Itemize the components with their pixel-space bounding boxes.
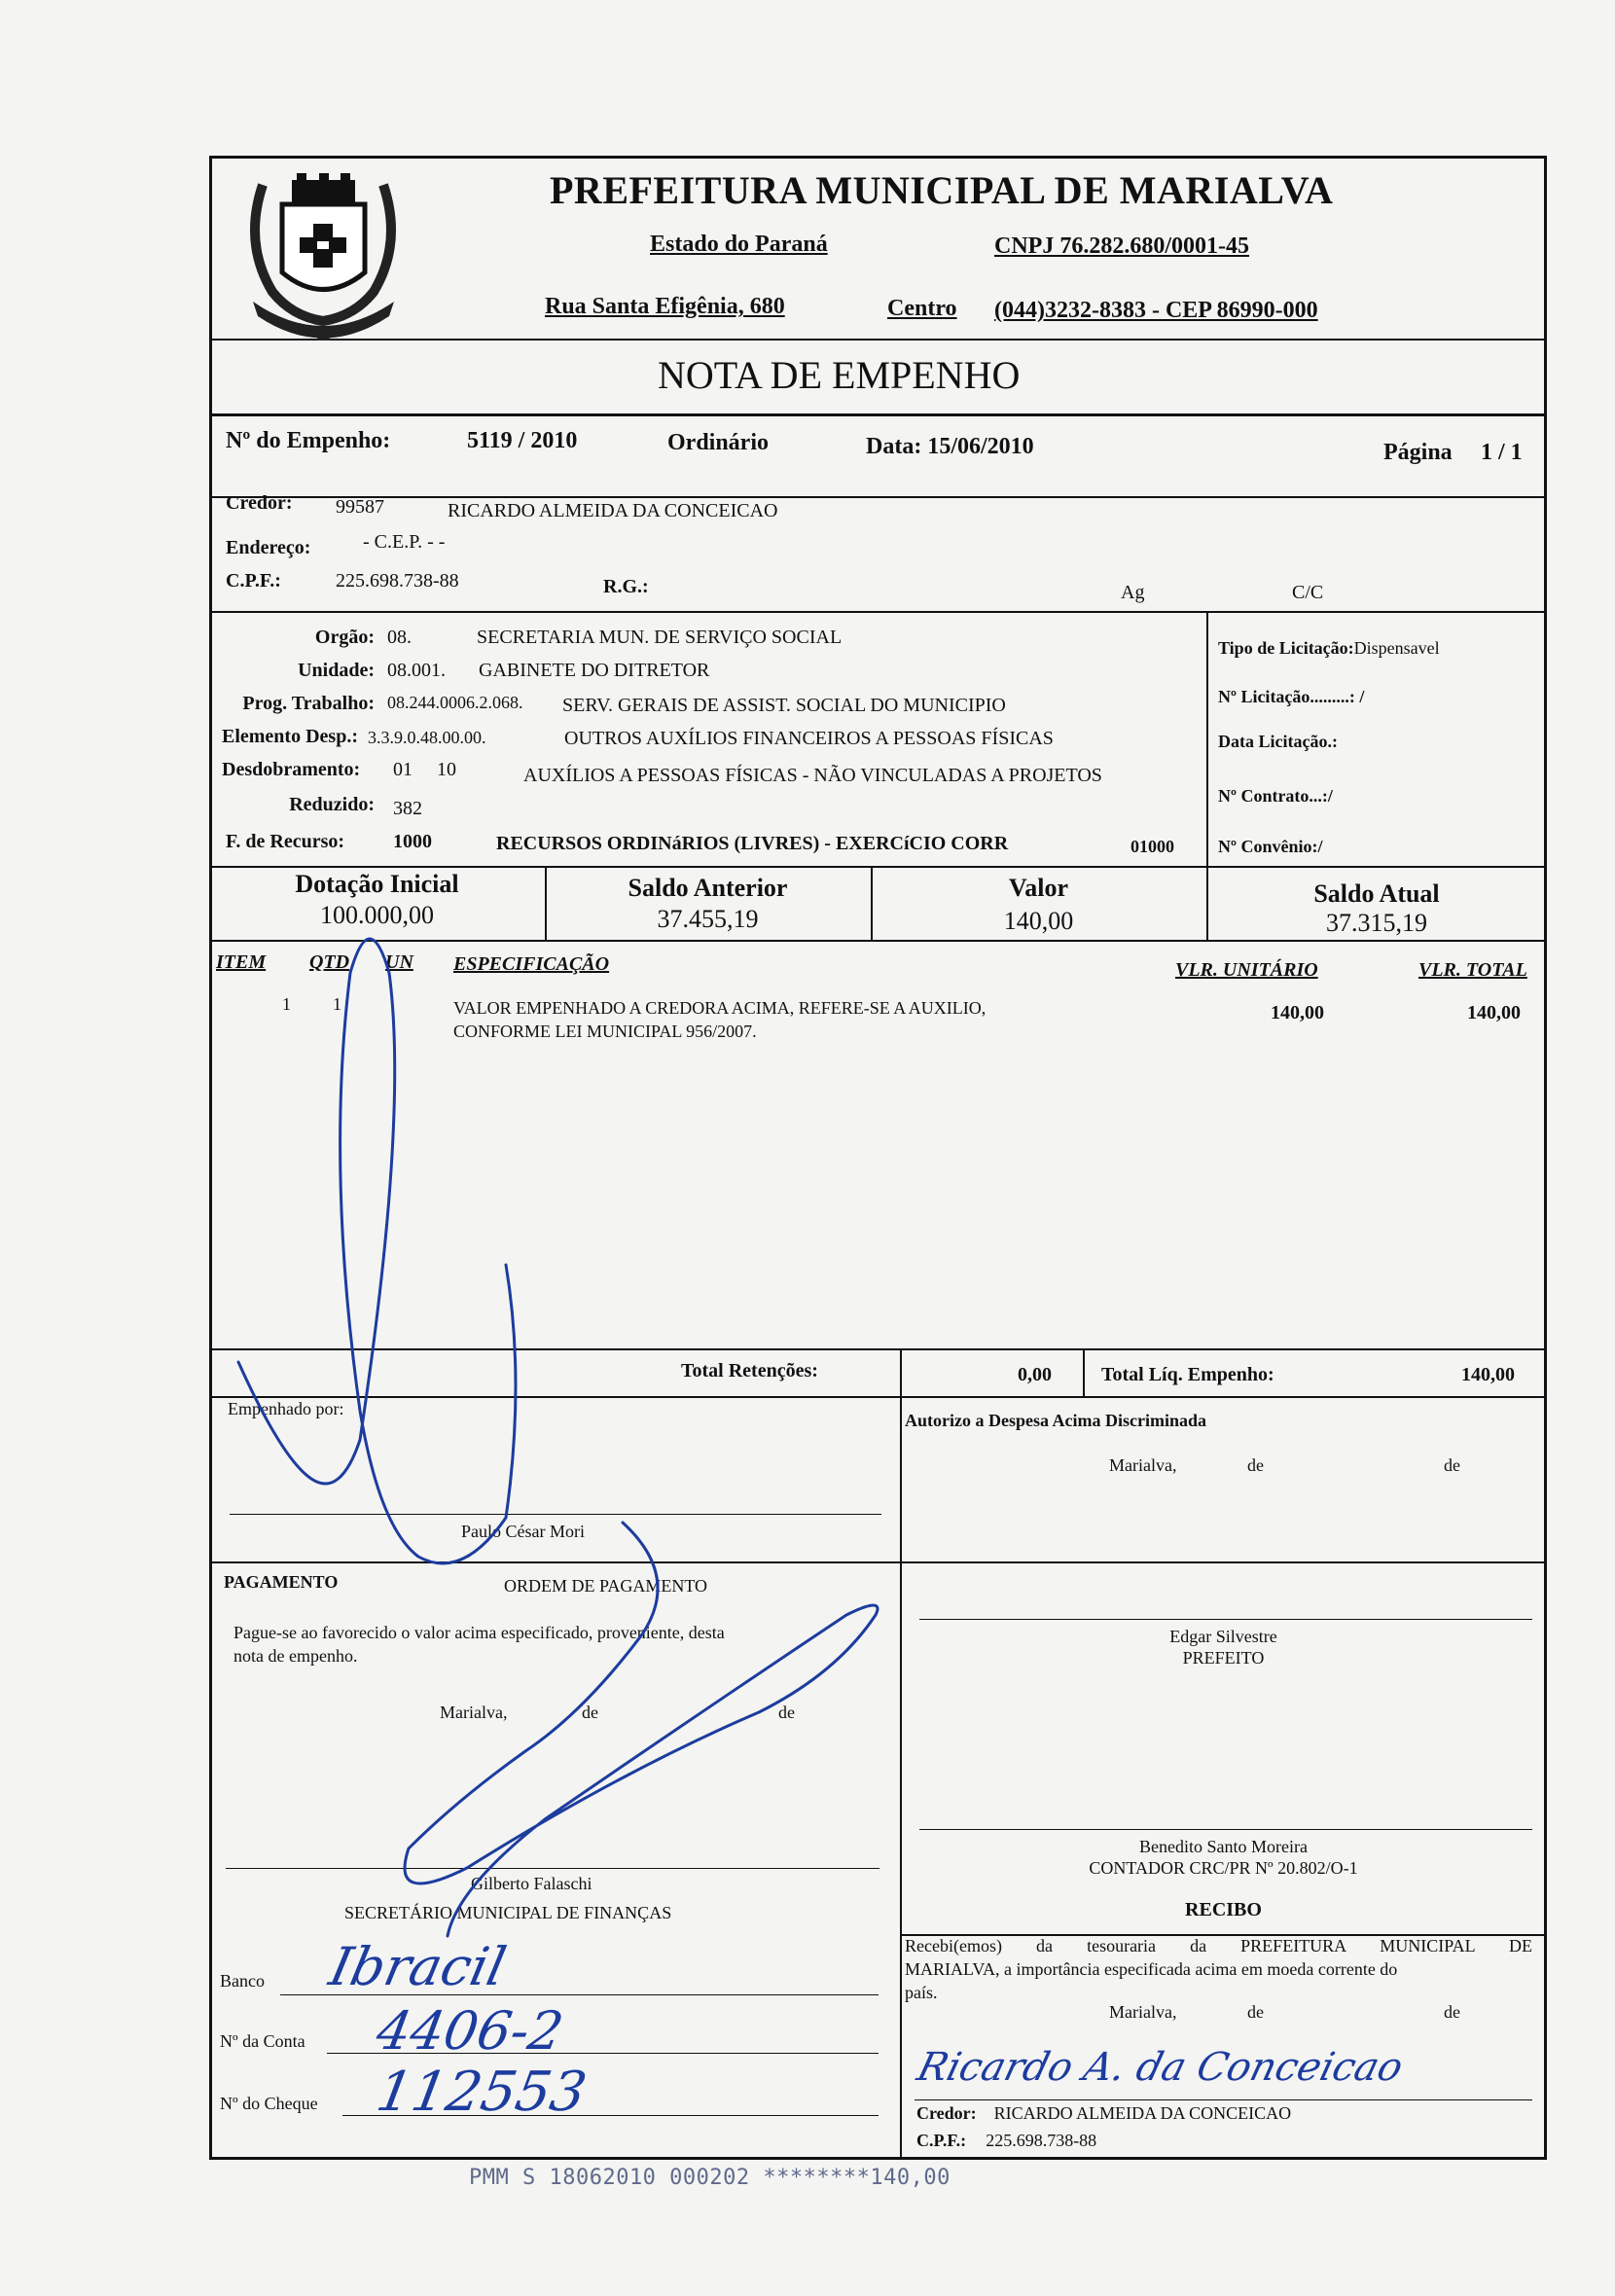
bank-handwritten: Ibracil [324,1936,512,1997]
creditor-label: Credor: [226,492,293,514]
payment-signature-stroke [405,1523,878,1936]
col-header-unit-value: VLR. UNITÁRIO [1175,959,1318,981]
resource-code2: 01000 [1130,837,1174,856]
cc-label: C/C [1292,582,1324,603]
payment-de1: de [582,1703,598,1722]
resource-desc: RECURSOS ORDINáRIOS (LIVRES) - EXERCíCIO CORR [496,833,1009,854]
item-spec-line2: CONFORME LEI MUNICIPAL 956/2007. [453,1022,757,1041]
receipt-signature: Ricardo A. da Conceicao [913,2045,1408,2090]
creditor-code: 99587 [336,496,384,518]
saldo-atual-label: Saldo Atual [1313,879,1440,908]
receipt-creditor-label: Credor: [916,2103,977,2123]
class-code-orgao: 08. [387,627,412,648]
item-qty: 1 [333,994,341,1014]
bank-label: Banco [220,1971,265,1991]
payment-de2: de [778,1703,795,1722]
receipt-de1: de [1247,2002,1264,2022]
class-desc-unidade: GABINETE DO DITRETOR [479,660,710,681]
class-code-elemento: 3.3.9.0.48.00.00. [368,728,486,747]
mayor-role: PREFEITO [1182,1648,1265,1668]
convenio-number: Nº Convênio:/ [1218,837,1323,856]
creditor-name: RICARDO ALMEIDA DA CONCEICAO [448,500,778,521]
page-label: Página [1383,440,1453,465]
cpf-label: C.P.F.: [226,570,281,592]
dotacao-label: Dotação Inicial [295,870,459,898]
street-label: Rua Santa Efigênia, 680 [545,294,785,319]
licitacao-type-value: Dispensavel [1353,638,1440,658]
cheque-label: Nº do Cheque [220,2094,318,2113]
payment-order-title: ORDEM DE PAGAMENTO [504,1576,708,1596]
authorization-place: Marialva, [1109,1455,1177,1475]
accountant-role: CONTADOR CRC/PR Nº 20.802/O-1 [1089,1858,1358,1878]
saldo-anterior-value: 37.455,19 [657,905,759,933]
class-code-reduzido: 382 [393,798,422,819]
licitacao-type-label: Tipo de Licitação: [1218,638,1354,658]
class-label-orgao: Orgão: [314,627,375,648]
col-header-un: UN [385,951,413,973]
item-spec-line1: VALOR EMPENHADO A CREDORA ACIMA, REFERE-SE A AUXILIO, [453,998,987,1018]
resource-code: 1000 [393,831,432,852]
class-label-programa: Prog. Trabalho: [242,693,375,714]
dotacao-value: 100.000,00 [320,901,434,929]
cheque-handwritten: 112553 [372,2061,592,2124]
payment-label: PAGAMENTO [224,1572,339,1592]
col-header-spec: ESPECIFICAÇÃO [453,953,610,975]
empenhado-por-name: Paulo César Mori [461,1522,585,1541]
class-desc-orgao: SECRETARIA MUN. DE SERVIÇO SOCIAL [477,627,843,648]
empenho-date: Data: 15/06/2010 [866,434,1034,459]
receipt-text-line3: país. [905,1983,938,2002]
receipt-text-line2: MARIALVA, a importância especificada acima em moeda corrente do [905,1959,1398,1979]
payment-text-line2: nota de empenho. [233,1646,358,1666]
licitacao-date: Data Licitação.: [1218,732,1338,751]
receipt-cpf-value: 225.698.738-88 [986,2131,1097,2150]
address-label: Endereço: [226,537,311,558]
licitacao-number: Nº Licitação.........: / [1218,687,1365,706]
saldo-atual-value: 37.315,19 [1326,909,1427,937]
receipt-de2: de [1444,2002,1460,2022]
accountant-name: Benedito Santo Moreira [1139,1837,1308,1856]
contract-number: Nº Contrato...:/ [1218,786,1333,806]
payment-stamp: PMM S 18062010 000202 ********140,00 [469,2166,951,2190]
class-desc-programa: SERV. GERAIS DE ASSIST. SOCIAL DO MUNICIPIO [562,695,1006,716]
ag-label: Ag [1121,582,1145,603]
account-label: Nº da Conta [220,2031,305,2051]
page-number: 1 / 1 [1481,440,1523,465]
receipt-place: Marialva, [1109,2002,1177,2022]
receipt-creditor-name: RICARDO ALMEIDA DA CONCEICAO [993,2103,1292,2123]
rg-label: R.G.: [603,576,649,597]
col-header-item: ITEM [216,951,267,973]
valor-label: Valor [1008,874,1069,902]
item-total-value: 140,00 [1467,1002,1521,1023]
empenho-type: Ordinário [667,430,770,455]
col-header-qtd: QTD [309,951,350,973]
authorization-de2: de [1444,1455,1460,1475]
receipt-text-line1: Recebi(emos) da tesouraria da PREFEITURA MUNICIPAL DE [905,1936,1532,1955]
payment-place: Marialva, [440,1703,508,1722]
liquid-total-label: Total Líq. Empenho: [1101,1364,1274,1385]
finance-secretary-role: SECRETÁRIO MUNICIPAL DE FINANÇAS [344,1903,672,1922]
class-label-elemento: Elemento Desp.: [222,726,358,747]
class-desc-elemento: OUTROS AUXÍLIOS FINANCEIROS A PESSOAS FÍSICAS [564,728,1054,749]
receipt-cpf-label: C.P.F.: [916,2131,967,2150]
cpf-value: 225.698.738-88 [336,570,459,592]
item-unit-value: 140,00 [1271,1002,1324,1023]
empenho-signature-stroke [238,939,516,1563]
authorization-de1: de [1247,1455,1264,1475]
class-code-unidade: 08.001. [387,660,446,681]
class-code-programa: 08.244.0006.2.068. [387,693,523,712]
finance-secretary-name: Gilberto Falaschi [471,1874,592,1893]
mayor-name: Edgar Silvestre [1169,1627,1277,1646]
page-title: PREFEITURA MUNICIPAL DE MARIALVA [550,168,1334,212]
payment-text-line1: Pague-se ao favorecido o valor acima especificado, proveniente, desta [233,1623,725,1642]
empenhado-por-label: Empenhado por: [228,1399,344,1418]
account-handwritten: 4406-2 [372,2000,568,2062]
phone-label: (044)3232-8383 - CEP 86990-000 [994,298,1318,323]
col-header-total-value: VLR. TOTAL [1418,959,1527,981]
empenho-number-label: Nº do Empenho: [226,428,391,453]
cnpj-label: CNPJ 76.282.680/0001-45 [994,233,1249,259]
document-title: NOTA DE EMPENHO [658,353,1021,397]
class-code-desdobramento: 01 10 [393,759,456,780]
retencoes-label: Total Retenções: [681,1360,818,1381]
item-number: 1 [282,994,291,1014]
authorization-title: Autorizo a Despesa Acima Discriminada [905,1411,1206,1430]
class-label-desdobramento: Desdobramento: [222,759,361,780]
receipt-title: RECIBO [1185,1899,1262,1920]
liquid-total-value: 140,00 [1461,1364,1515,1385]
saldo-anterior-label: Saldo Anterior [628,874,788,902]
class-label-reduzido: Reduzido: [289,794,375,815]
address-value: - C.E.P. - - [363,531,446,553]
class-desc-desdobramento: AUXÍLIOS A PESSOAS FÍSICAS - NÃO VINCULADAS A PROJETOS [523,765,1102,786]
class-label-unidade: Unidade: [298,660,375,681]
state-label: Estado do Paraná [650,232,828,257]
district-label: Centro [887,296,957,321]
resource-label: F. de Recurso: [226,831,345,852]
empenho-number: 5119 / 2010 [467,428,578,453]
valor-value: 140,00 [1003,907,1074,935]
retencoes-value: 0,00 [1018,1364,1052,1385]
